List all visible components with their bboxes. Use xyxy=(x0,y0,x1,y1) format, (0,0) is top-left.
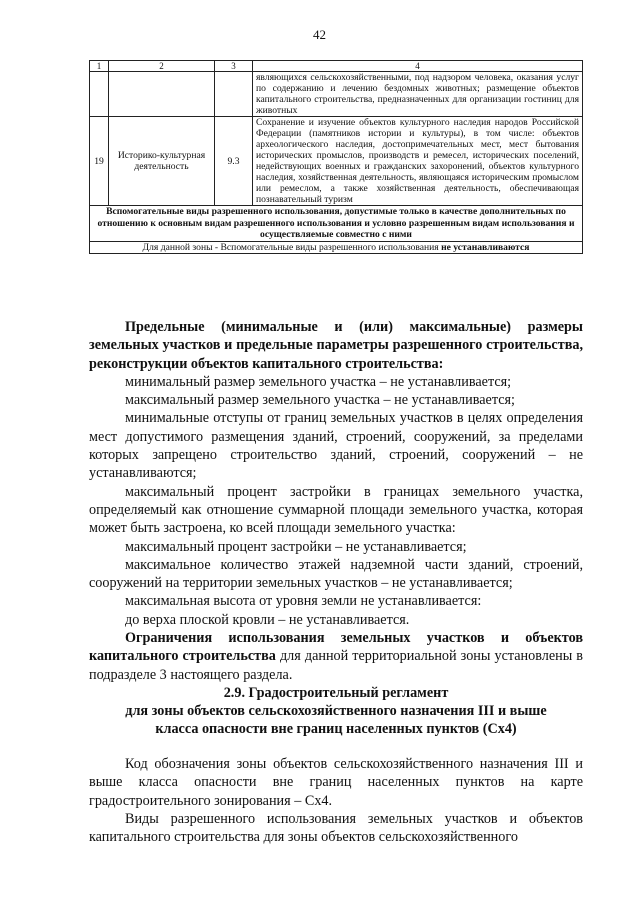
limit-line: максимальный размер земельного участка – не устанавливается; xyxy=(125,392,515,409)
aux-note-row xyxy=(90,241,583,253)
limit-line: минимальный размер земельного участка – не устанавливается; xyxy=(125,373,512,390)
row-code: 9.3 xyxy=(215,117,253,206)
limit-line: минимальные отступы от границ земельных участков в целях определения мест допустимого размещения зданий, строений, сооружений, за пределами которых запрещено строительство зданий, строений, сооружений – не устанавливаются; xyxy=(89,410,583,482)
table-header-row xyxy=(90,61,583,72)
table-row xyxy=(90,117,583,206)
limit-line: максимальная высота от уровня земли не устанавливается: xyxy=(125,593,482,610)
table-header-cell: 4 xyxy=(253,61,583,72)
table-header-cell: 1 xyxy=(90,61,109,72)
limit-line: до верха плоской кровли – не устанавливается. xyxy=(125,611,410,628)
limits-block xyxy=(89,318,583,684)
section-title: 2.9. Градостроительный регламент для зоны объектов сельскохозяйственного назначения III и выше класса опасности вне границ населенных пунктов (Сх4) xyxy=(125,685,547,737)
table-header-cell: 2 xyxy=(109,61,215,72)
restrictions-bold: Ограничения использования земельных участков и объектов капитального строительства xyxy=(89,630,583,665)
limits-heading: Предельные (минимальные и (или) максимальные) размеры земельных участков и предельные параметры разрешенного строительства, реконструкции объектов капитального строительства: xyxy=(89,319,583,372)
limit-line: максимальный процент застройки в границах земельного участка, определяемый как отношение суммарной площади земельного участка, которая может быть застроена, ко всей площади земельного участка: xyxy=(89,483,583,537)
aux-title-row xyxy=(90,206,583,242)
limit-line: максимальное количество этажей надземной части зданий, строений, сооружений на территории земельных участков – не устанавливается; xyxy=(89,556,583,592)
table-header-cell: 3 xyxy=(215,61,253,72)
table-row-continuation xyxy=(90,72,583,117)
section-paragraph: Код обозначения зоны объектов сельскохозяйственного назначения III и выше класса опасности вне границ населенных пунктов на карте градостроительного зонирования – Сх4. xyxy=(89,756,583,809)
land-use-table xyxy=(89,60,583,254)
page-number: 42 xyxy=(313,27,326,42)
row-description: Сохранение и изучение объектов культурного наследия народов Российской Федерации (памятников истории и культуры), в том числе: объектов археологического наследия, достопримечательных мест, мест бытования исторических промыслов, производств и ремесел, исторических поселений, недействующих военных и гражданских захоронений, объектов культурного наследия, хозяйственная деятельность, являющаяся историческим промыслом или ремеслом, а также хозяйственная деятельность, обеспечивающая познавательный туризм xyxy=(253,117,583,206)
restrictions-paragraph: Ограничения использования земельных участков и объектов капитального строительства для данной территориальной зоны установлены в подразделе 3 настоящего раздела. xyxy=(89,630,583,683)
row-number: 19 xyxy=(90,117,109,206)
aux-note-bold: не устанавливаются xyxy=(441,241,530,253)
section-paragraph: Виды разрешенного использования земельных участков и объектов капитального строительства для зоны объектов сельскохозяйственного xyxy=(89,810,583,846)
aux-note: Для данной зоны - Вспомогательные виды разрешенного использования не устанавливаются xyxy=(90,241,583,253)
section-body xyxy=(89,755,583,846)
row-name: Историко-культурная деятельность xyxy=(109,117,215,206)
continuation-description: являющихся сельскохозяйственными, под надзором человека, оказания услуг по содержанию и лечению бездомных животных; размещение объектов капитального строительства, предназначенных для организации гостиниц для животных xyxy=(253,72,583,117)
aux-title: Вспомогательные виды разрешенного использования, допустимые только в качестве дополнительных по отношению к основным видам разрешенного использования и условно разрешенным видам использования и осуществляемые совместно с ними xyxy=(90,206,583,242)
limit-line: максимальный процент застройки – не устанавливается; xyxy=(125,538,467,555)
